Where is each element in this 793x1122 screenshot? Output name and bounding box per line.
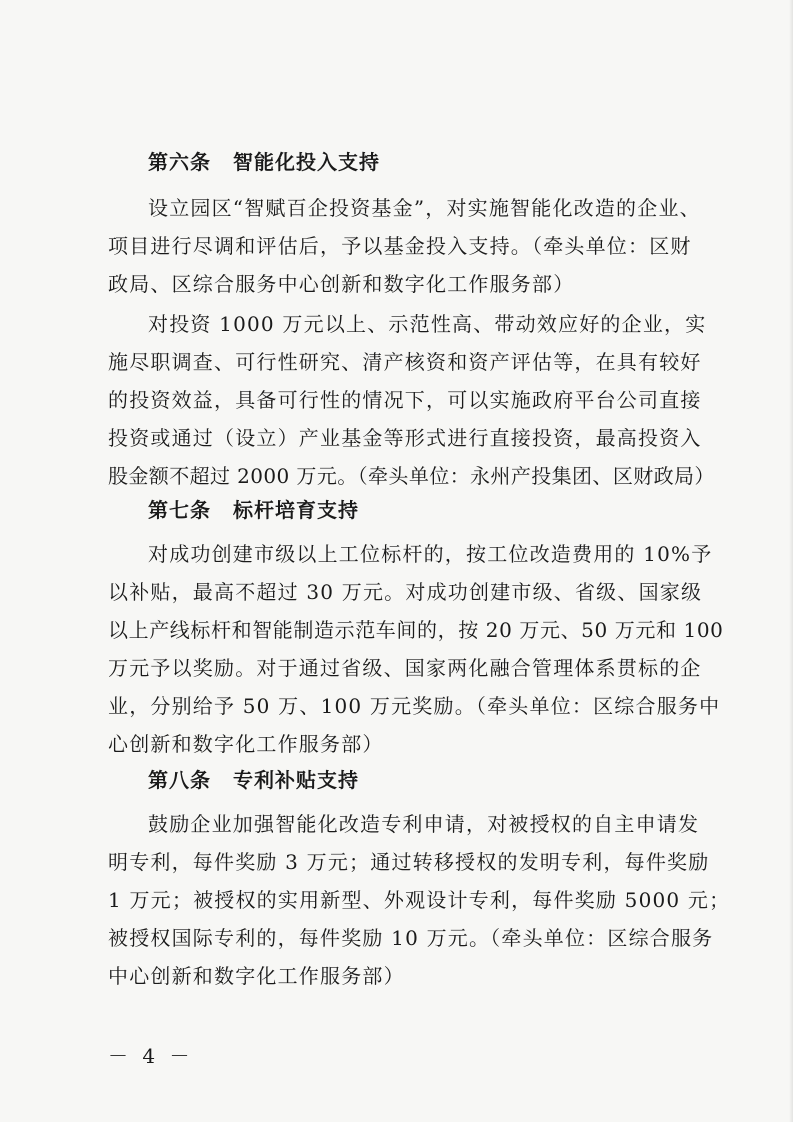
section-8-line-5: 中心创新和数字化工作服务部） — [108, 964, 405, 988]
section-7-line-4: 万元予以奖励。对于通过省级、国家两化融合管理体系贯标的企 — [108, 656, 702, 680]
section-6-line-1: 设立园区“智赋百企投资基金”，对实施智能化改造的企业、 — [148, 196, 701, 220]
section-7-line-6: 心创新和数字化工作服务部） — [108, 732, 384, 756]
section-6-line-4: 对投资 1000 万元以上、示范性高、带动效应好的企业，实 — [148, 312, 707, 336]
section-6-line-6: 的投资效益，具备可行性的情况下，可以实施政府平台公司直接 — [108, 388, 702, 412]
section-7-line-2: 以补贴，最高不超过 30 万元。对成功创建市级、省级、国家级 — [108, 580, 703, 604]
section-8-number: 第八条 — [148, 768, 211, 792]
section-6-line-2: 项目进行尽调和评估后，予以基金投入支持。（牵头单位：区财 — [108, 234, 692, 258]
section-7-number: 第七条 — [148, 498, 211, 522]
section-7-heading — [148, 498, 359, 522]
section-6-number: 第六条 — [148, 150, 211, 174]
page-number: － 4 － — [108, 1044, 194, 1068]
section-8-title: 专利补贴支持 — [233, 768, 359, 792]
section-8-line-4: 被授权国际专利的，每件奖励 10 万元。（牵头单位：区综合服务 — [108, 926, 714, 950]
section-7-line-3: 以上产线标杆和智能制造示范车间的，按 20 万元、50 万元和 100 — [108, 618, 724, 642]
section-6-heading — [148, 150, 380, 174]
section-6-line-3: 政局、区综合服务中心创新和数字化工作服务部） — [108, 272, 575, 296]
section-7-title: 标杆培育支持 — [233, 498, 359, 522]
section-8-heading — [148, 768, 359, 792]
section-6-line-7: 投资或通过（设立）产业基金等形式进行直接投资，最高投资入 — [108, 426, 702, 450]
section-8-line-1: 鼓励企业加强智能化改造专利申请，对被授权的自主申请发 — [148, 812, 700, 836]
section-6-title: 智能化投入支持 — [233, 150, 380, 174]
section-8-line-3: 1 万元；被授权的实用新型、外观设计专利，每件奖励 5000 元； — [108, 888, 731, 912]
section-7-line-1: 对成功创建市级以上工位标杆的，按工位改造费用的 10%予 — [148, 542, 713, 566]
section-6-line-8: 股金额不超过 2000 万元。（牵头单位：永州产投集团、区财政局） — [108, 464, 715, 488]
section-7-line-5: 业，分别给予 50 万、100 万元奖励。（牵头单位：区综合服务中 — [108, 694, 721, 718]
scan-edge-shadow — [789, 0, 793, 1122]
section-6-line-5: 施尽职调查、可行性研究、清产核资和资产评估等，在具有较好 — [108, 350, 702, 374]
section-8-line-2: 明专利，每件奖励 3 万元；通过转移授权的发明专利，每件奖励 — [108, 850, 710, 874]
